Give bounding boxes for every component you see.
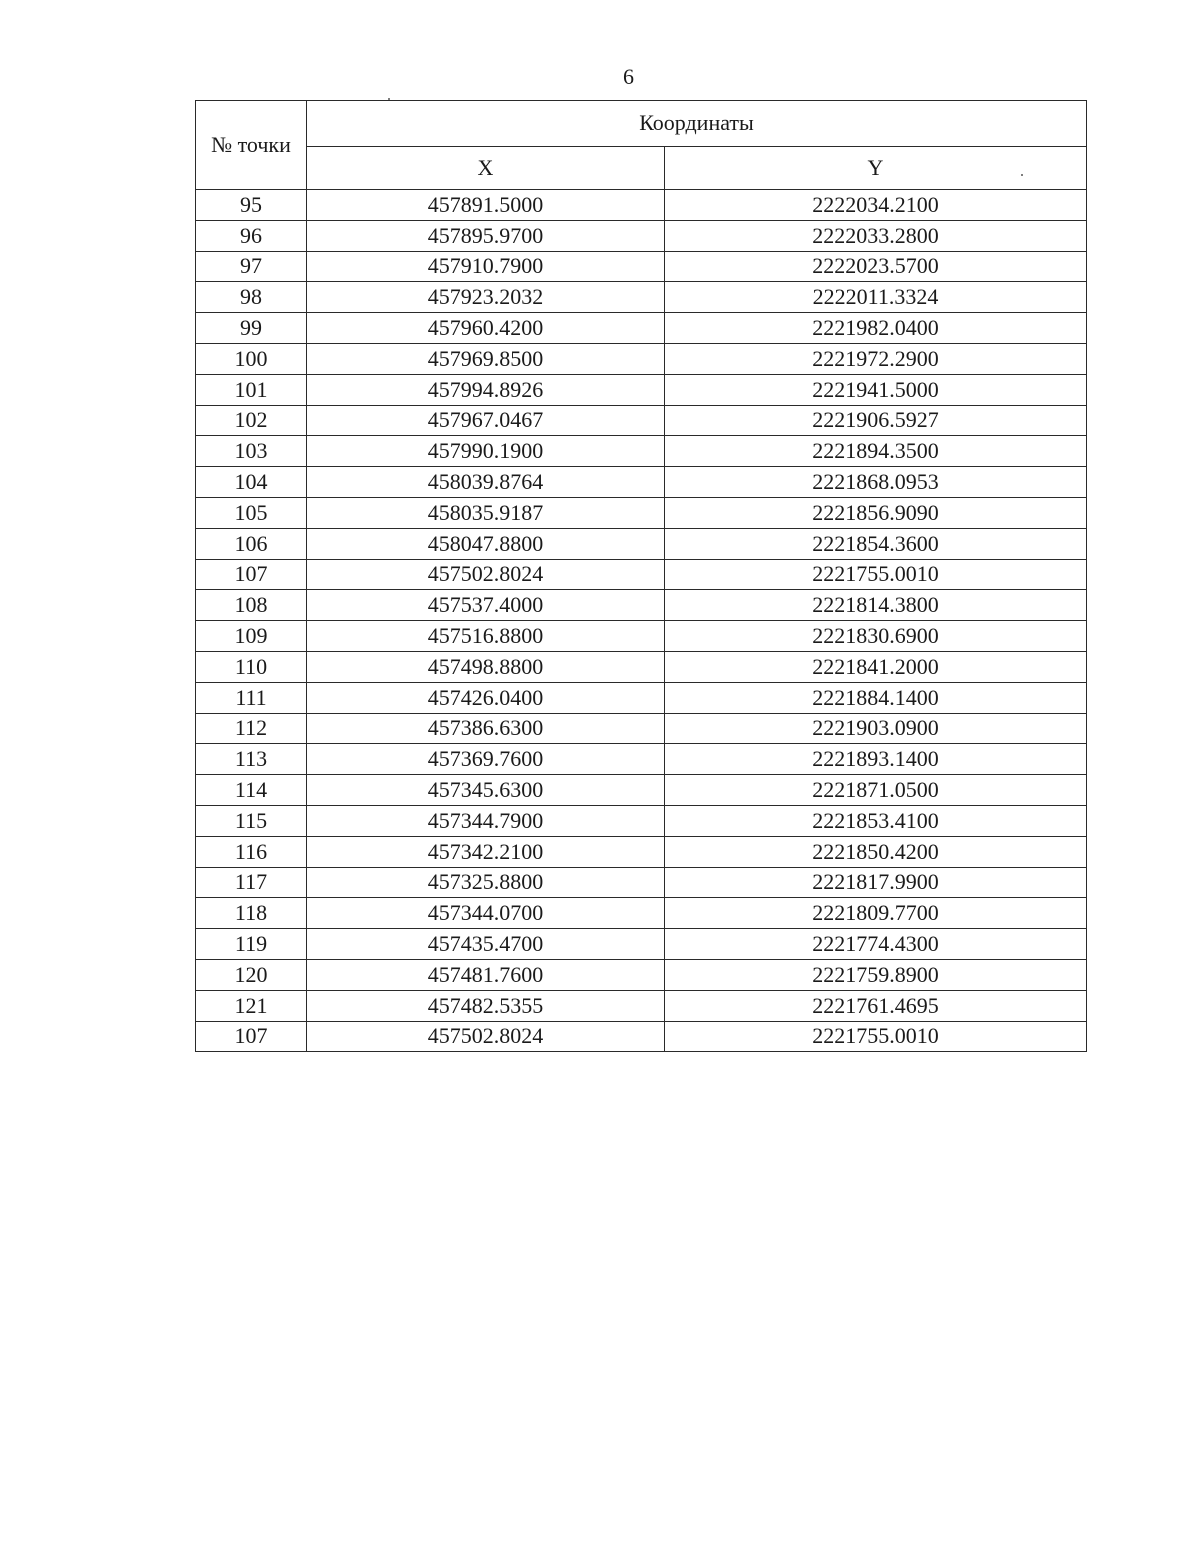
- cell-y: 2221871.0500: [665, 775, 1087, 806]
- table-row: [196, 467, 1087, 498]
- cell-x: 457482.5355: [307, 990, 665, 1021]
- cell-x: 458035.9187: [307, 497, 665, 528]
- cell-x: 457344.0700: [307, 898, 665, 929]
- cell-y: 2222034.2100: [665, 190, 1087, 221]
- cell-y: 2221761.4695: [665, 990, 1087, 1021]
- header-point-number: № точки: [196, 101, 307, 190]
- table-row: [196, 374, 1087, 405]
- cell-point-number: 104: [196, 467, 307, 498]
- cell-x: 458047.8800: [307, 528, 665, 559]
- cell-y: 2221854.3600: [665, 528, 1087, 559]
- cell-x: 457960.4200: [307, 313, 665, 344]
- cell-x: 457994.8926: [307, 374, 665, 405]
- cell-y: 2221774.4300: [665, 929, 1087, 960]
- table-row: [196, 190, 1087, 221]
- table-row: [196, 497, 1087, 528]
- cell-y: 2221982.0400: [665, 313, 1087, 344]
- cell-y: 2221856.9090: [665, 497, 1087, 528]
- cell-x: 457345.6300: [307, 775, 665, 806]
- cell-y: 2221853.4100: [665, 805, 1087, 836]
- table-row: [196, 1021, 1087, 1052]
- cell-point-number: 115: [196, 805, 307, 836]
- cell-x: 457426.0400: [307, 682, 665, 713]
- cell-y: 2221894.3500: [665, 436, 1087, 467]
- cell-y: 2222023.5700: [665, 251, 1087, 282]
- cell-x: 457435.4700: [307, 929, 665, 960]
- table-row: [196, 282, 1087, 313]
- table-row: [196, 251, 1087, 282]
- cell-x: 457344.7900: [307, 805, 665, 836]
- table-row: [196, 898, 1087, 929]
- cell-y: 2221809.7700: [665, 898, 1087, 929]
- cell-y: 2221814.3800: [665, 590, 1087, 621]
- cell-x: 457967.0467: [307, 405, 665, 436]
- table-row: [196, 929, 1087, 960]
- table-row: [196, 775, 1087, 806]
- table-row: [196, 805, 1087, 836]
- header-y: Y: [665, 146, 1087, 190]
- cell-y: 2221830.6900: [665, 621, 1087, 652]
- table-row: [196, 836, 1087, 867]
- cell-point-number: 118: [196, 898, 307, 929]
- cell-x: 457386.6300: [307, 713, 665, 744]
- cell-point-number: 97: [196, 251, 307, 282]
- cell-point-number: 110: [196, 651, 307, 682]
- table-row: [196, 590, 1087, 621]
- cell-y: 2221868.0953: [665, 467, 1087, 498]
- table-row: [196, 713, 1087, 744]
- cell-point-number: 112: [196, 713, 307, 744]
- table-row: [196, 405, 1087, 436]
- table-row: [196, 559, 1087, 590]
- cell-y: 2221972.2900: [665, 343, 1087, 374]
- table-row: [196, 528, 1087, 559]
- cell-point-number: 96: [196, 220, 307, 251]
- cell-y: 2221893.1400: [665, 744, 1087, 775]
- cell-x: 457895.9700: [307, 220, 665, 251]
- cell-point-number: 103: [196, 436, 307, 467]
- cell-x: 457990.1900: [307, 436, 665, 467]
- page-number: 6: [623, 64, 634, 89]
- cell-y: 2221755.0010: [665, 1021, 1087, 1052]
- cell-y: 2221755.0010: [665, 559, 1087, 590]
- table-row: [196, 313, 1087, 344]
- header-x: X: [307, 146, 665, 190]
- cell-point-number: 100: [196, 343, 307, 374]
- cell-point-number: 106: [196, 528, 307, 559]
- cell-point-number: 119: [196, 929, 307, 960]
- cell-y: 2221906.5927: [665, 405, 1087, 436]
- table-header: [196, 101, 1087, 190]
- cell-point-number: 111: [196, 682, 307, 713]
- table-row: [196, 436, 1087, 467]
- cell-point-number: 102: [196, 405, 307, 436]
- table-row: [196, 220, 1087, 251]
- table-row: [196, 343, 1087, 374]
- cell-x: 457342.2100: [307, 836, 665, 867]
- header-coordinates: Координаты: [307, 101, 1087, 147]
- cell-x: 457325.8800: [307, 867, 665, 898]
- cell-y: 2222033.2800: [665, 220, 1087, 251]
- table-row: [196, 990, 1087, 1021]
- cell-point-number: 120: [196, 959, 307, 990]
- coordinates-table: [195, 100, 1087, 1052]
- cell-x: 457502.8024: [307, 1021, 665, 1052]
- table-row: [196, 959, 1087, 990]
- table-row: [196, 867, 1087, 898]
- scan-speck: [388, 98, 390, 100]
- cell-x: 457537.4000: [307, 590, 665, 621]
- cell-x: 457481.7600: [307, 959, 665, 990]
- table-body: [196, 190, 1087, 1052]
- cell-point-number: 109: [196, 621, 307, 652]
- cell-point-number: 117: [196, 867, 307, 898]
- cell-y: 2221941.5000: [665, 374, 1087, 405]
- cell-point-number: 114: [196, 775, 307, 806]
- cell-y: 2221903.0900: [665, 713, 1087, 744]
- cell-point-number: 107: [196, 559, 307, 590]
- cell-point-number: 107: [196, 1021, 307, 1052]
- cell-point-number: 121: [196, 990, 307, 1021]
- cell-x: 458039.8764: [307, 467, 665, 498]
- cell-x: 457502.8024: [307, 559, 665, 590]
- cell-point-number: 101: [196, 374, 307, 405]
- cell-x: 457891.5000: [307, 190, 665, 221]
- cell-x: 457910.7900: [307, 251, 665, 282]
- scan-speck: [1021, 174, 1023, 176]
- cell-x: 457516.8800: [307, 621, 665, 652]
- cell-point-number: 99: [196, 313, 307, 344]
- cell-point-number: 98: [196, 282, 307, 313]
- cell-point-number: 105: [196, 497, 307, 528]
- cell-y: 2221841.2000: [665, 651, 1087, 682]
- cell-point-number: 116: [196, 836, 307, 867]
- cell-y: 2221759.8900: [665, 959, 1087, 990]
- cell-point-number: 108: [196, 590, 307, 621]
- cell-point-number: 95: [196, 190, 307, 221]
- cell-x: 457969.8500: [307, 343, 665, 374]
- cell-y: 2222011.3324: [665, 282, 1087, 313]
- table-row: [196, 621, 1087, 652]
- table-row: [196, 651, 1087, 682]
- table-row: [196, 682, 1087, 713]
- table-row: [196, 744, 1087, 775]
- cell-y: 2221884.1400: [665, 682, 1087, 713]
- cell-point-number: 113: [196, 744, 307, 775]
- cell-x: 457923.2032: [307, 282, 665, 313]
- cell-y: 2221850.4200: [665, 836, 1087, 867]
- cell-x: 457369.7600: [307, 744, 665, 775]
- cell-y: 2221817.9900: [665, 867, 1087, 898]
- cell-x: 457498.8800: [307, 651, 665, 682]
